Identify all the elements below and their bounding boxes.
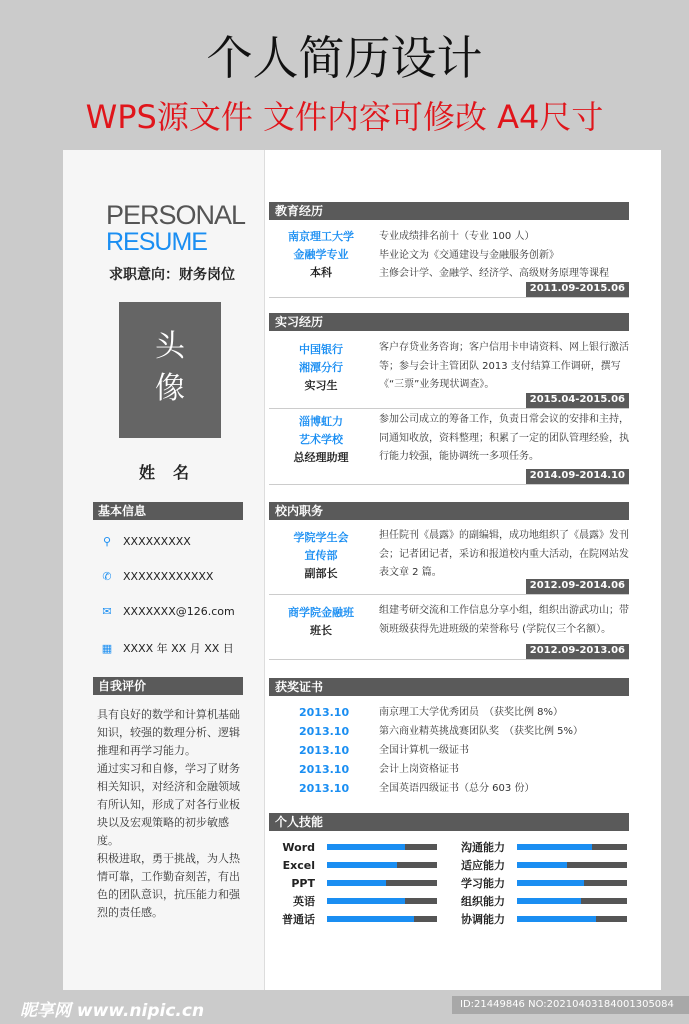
self-eval-header: 自我评价 (93, 677, 243, 695)
date-badge: 2011.09-2015.06 (526, 282, 629, 297)
desc: 担任院刊《晨露》的副编辑，成功地组织了《晨露》发刊会；记者团记者，采访和报道校内重大活动，在院网站发表文章 2 篇。 (379, 530, 629, 578)
desc: 专业成绩排名前十（专业 100 人） 毕业论文为《交通建设与金融服务创新》 主修会计学、金融学、经济学、高级财务原理等课程 (379, 231, 609, 279)
skill-row (455, 874, 627, 892)
award-date: 2013.10 (299, 782, 350, 795)
left-panel (63, 150, 265, 990)
org-name: 学院学生会 (293, 531, 349, 544)
award-row (269, 779, 629, 798)
skill-bar-fill (327, 898, 405, 904)
watermark: 昵享网 www.nipic.cn (20, 1001, 205, 1021)
skill-bar (327, 880, 437, 886)
location-icon: ⚲ (102, 535, 112, 548)
award-text: 会计上岗资格证书 (379, 764, 459, 775)
info-row (101, 605, 235, 618)
name: 姓名 (138, 463, 207, 482)
photo-placeholder (119, 302, 221, 438)
info-text: XXXXXXXXXXXX (123, 570, 214, 583)
org (269, 529, 373, 583)
skill-name: 普通话 (282, 913, 315, 926)
job-intent: 求职意向：财务岗位 (109, 267, 235, 283)
page-title: 个人简历设计 (206, 31, 483, 85)
role: 实习生 (304, 379, 338, 392)
personal-heading: PERSONAL (106, 200, 246, 230)
skill-row (455, 856, 627, 874)
skill-row (269, 892, 437, 910)
skill-row (455, 838, 627, 856)
desc: 参加公司成立的筹备工作，负责日常会议的安排和主持，同通知收放，资料整理；积累了一定的团队管理经验，执行能力较强，能协调统一多项任务。 (379, 414, 629, 462)
skill-bar-fill (327, 862, 397, 868)
intern-entry (269, 337, 629, 409)
skill-row (455, 910, 627, 928)
info-text: XXXX 年 XX 月 XX 日 (123, 642, 234, 655)
image-id: ID:21449846 NO:20210403184001305084 (452, 996, 689, 1014)
school-entry (269, 525, 629, 595)
award-date: 2013.10 (299, 706, 350, 719)
skill-bar (517, 898, 627, 904)
resume-heading: RESUME (106, 228, 207, 256)
calendar-icon: ▦ (101, 641, 113, 655)
education-entry (269, 226, 629, 298)
skill-bar (327, 898, 437, 904)
award-text: 第六商业精英挑战赛团队奖 （获奖比例 5%） (379, 726, 584, 737)
award-date: 2013.10 (299, 763, 350, 776)
internship-header: 实习经历 (269, 313, 629, 331)
skill-name: 协调能力 (461, 913, 505, 926)
school-roles-header: 校内职务 (269, 502, 629, 520)
skill-bar-fill (517, 844, 592, 850)
skill-name: 英语 (293, 895, 315, 908)
org: 南京理工大学 金融学专业 本科 (288, 230, 354, 279)
skill-bar (327, 916, 437, 922)
basic-info-header: 基本信息 (93, 502, 243, 520)
page-subtitle: WPS源文件 文件内容可修改 A4尺寸 (85, 98, 604, 136)
role: 总经理助理 (293, 451, 349, 464)
award-row (269, 703, 629, 722)
eval-paragraph: 具有良好的数学和计算机基础知识，较强的数理分析、逻辑推理和再学习能力。 (97, 708, 240, 757)
eval-paragraph: 通过实习和自修，学习了财务相关知识，对经济和金融领域有所认知，形成了对各行业板块以及宏观策略的初步敏感度。 (97, 762, 240, 847)
skill-bar-fill (517, 898, 581, 904)
photo-char: 头 (155, 329, 185, 364)
org-name: 淄博虹力 (299, 415, 343, 428)
skill-name: 组织能力 (461, 895, 505, 908)
skill-name: Excel (282, 858, 315, 872)
school-entry (269, 600, 629, 660)
skill-bar-fill (517, 862, 567, 868)
org (269, 341, 373, 395)
skill-name: 学习能力 (461, 877, 505, 890)
award-row (269, 741, 629, 760)
date-badge: 2015.04-2015.06 (526, 393, 629, 408)
org-name: 艺术学校 (299, 433, 343, 446)
info-text: XXXXXXXXX (123, 535, 191, 548)
org-name: 商学院金融班 (288, 606, 354, 619)
skill-row (269, 910, 437, 928)
info-row (101, 535, 191, 548)
education-header: 教育经历 (269, 202, 629, 220)
info-row (101, 570, 213, 583)
skill-row (269, 856, 437, 874)
skill-bar-fill (327, 880, 386, 886)
self-eval-text (97, 706, 245, 922)
date-badge: 2012.09-2013.06 (526, 644, 629, 659)
award-row (269, 722, 629, 741)
award-row (269, 760, 629, 779)
role: 副部长 (304, 567, 338, 580)
photo-char: 像 (155, 371, 185, 406)
skill-name: 适应能力 (461, 859, 505, 872)
skill-bar (327, 844, 437, 850)
skill-bar-fill (517, 880, 584, 886)
desc: 组建考研交流和工作信息分享小组，组织出游武功山；带领班级获得先进班级的荣誉称号 (学院仅三个名额）。 (379, 605, 629, 635)
skills-header: 个人技能 (269, 813, 629, 831)
eval-paragraph: 积极进取，勇于挑战，为人热情可靠，工作勤奋刻苦，有出色的团队意识，抗压能力和强烈的责任感。 (97, 852, 240, 919)
info-text: XXXXXXX@126.com (123, 605, 235, 618)
skill-row (455, 892, 627, 910)
org (269, 413, 373, 467)
mail-icon: ✉ (102, 605, 112, 618)
phone-icon: ✆ (102, 570, 112, 583)
skill-bar-fill (517, 916, 596, 922)
role: 班长 (310, 624, 332, 637)
award-date: 2013.10 (299, 744, 350, 757)
skill-bar-fill (327, 916, 414, 922)
org-name: 宣传部 (304, 549, 338, 562)
skill-name: Word (282, 840, 315, 854)
skill-bar (517, 880, 627, 886)
award-text: 全国计算机一级证书 (379, 745, 469, 756)
org-name: 湘潭分行 (299, 361, 343, 374)
skill-bar (327, 862, 437, 868)
skill-row (269, 838, 437, 856)
skill-bar (517, 862, 627, 868)
skill-bar (517, 916, 627, 922)
intern-entry (269, 409, 629, 485)
info-row (101, 640, 234, 656)
skill-name: PPT (291, 876, 315, 890)
award-text: 全国英语四级证书（总分 603 份） (379, 783, 535, 794)
award-date: 2013.10 (299, 725, 350, 738)
org (269, 604, 373, 640)
resume-card (63, 150, 661, 990)
skill-bar-fill (327, 844, 405, 850)
skill-bar (517, 844, 627, 850)
date-badge: 2014.09-2014.10 (526, 469, 629, 484)
skill-row (269, 874, 437, 892)
desc: 客户存贷业务咨询；客户信用卡申请资料、网上银行激活等；参与会计主管团队 2013 支付结算工作调研，撰写《“三票”业务现状调查》。 (379, 342, 629, 390)
award-text: 南京理工大学优秀团员 （获奖比例 8%） (379, 707, 564, 718)
date-badge: 2012.09-2014.06 (526, 579, 629, 594)
org-name: 中国银行 (299, 343, 343, 356)
awards-header: 获奖证书 (269, 678, 629, 696)
skill-name: 沟通能力 (461, 841, 505, 854)
